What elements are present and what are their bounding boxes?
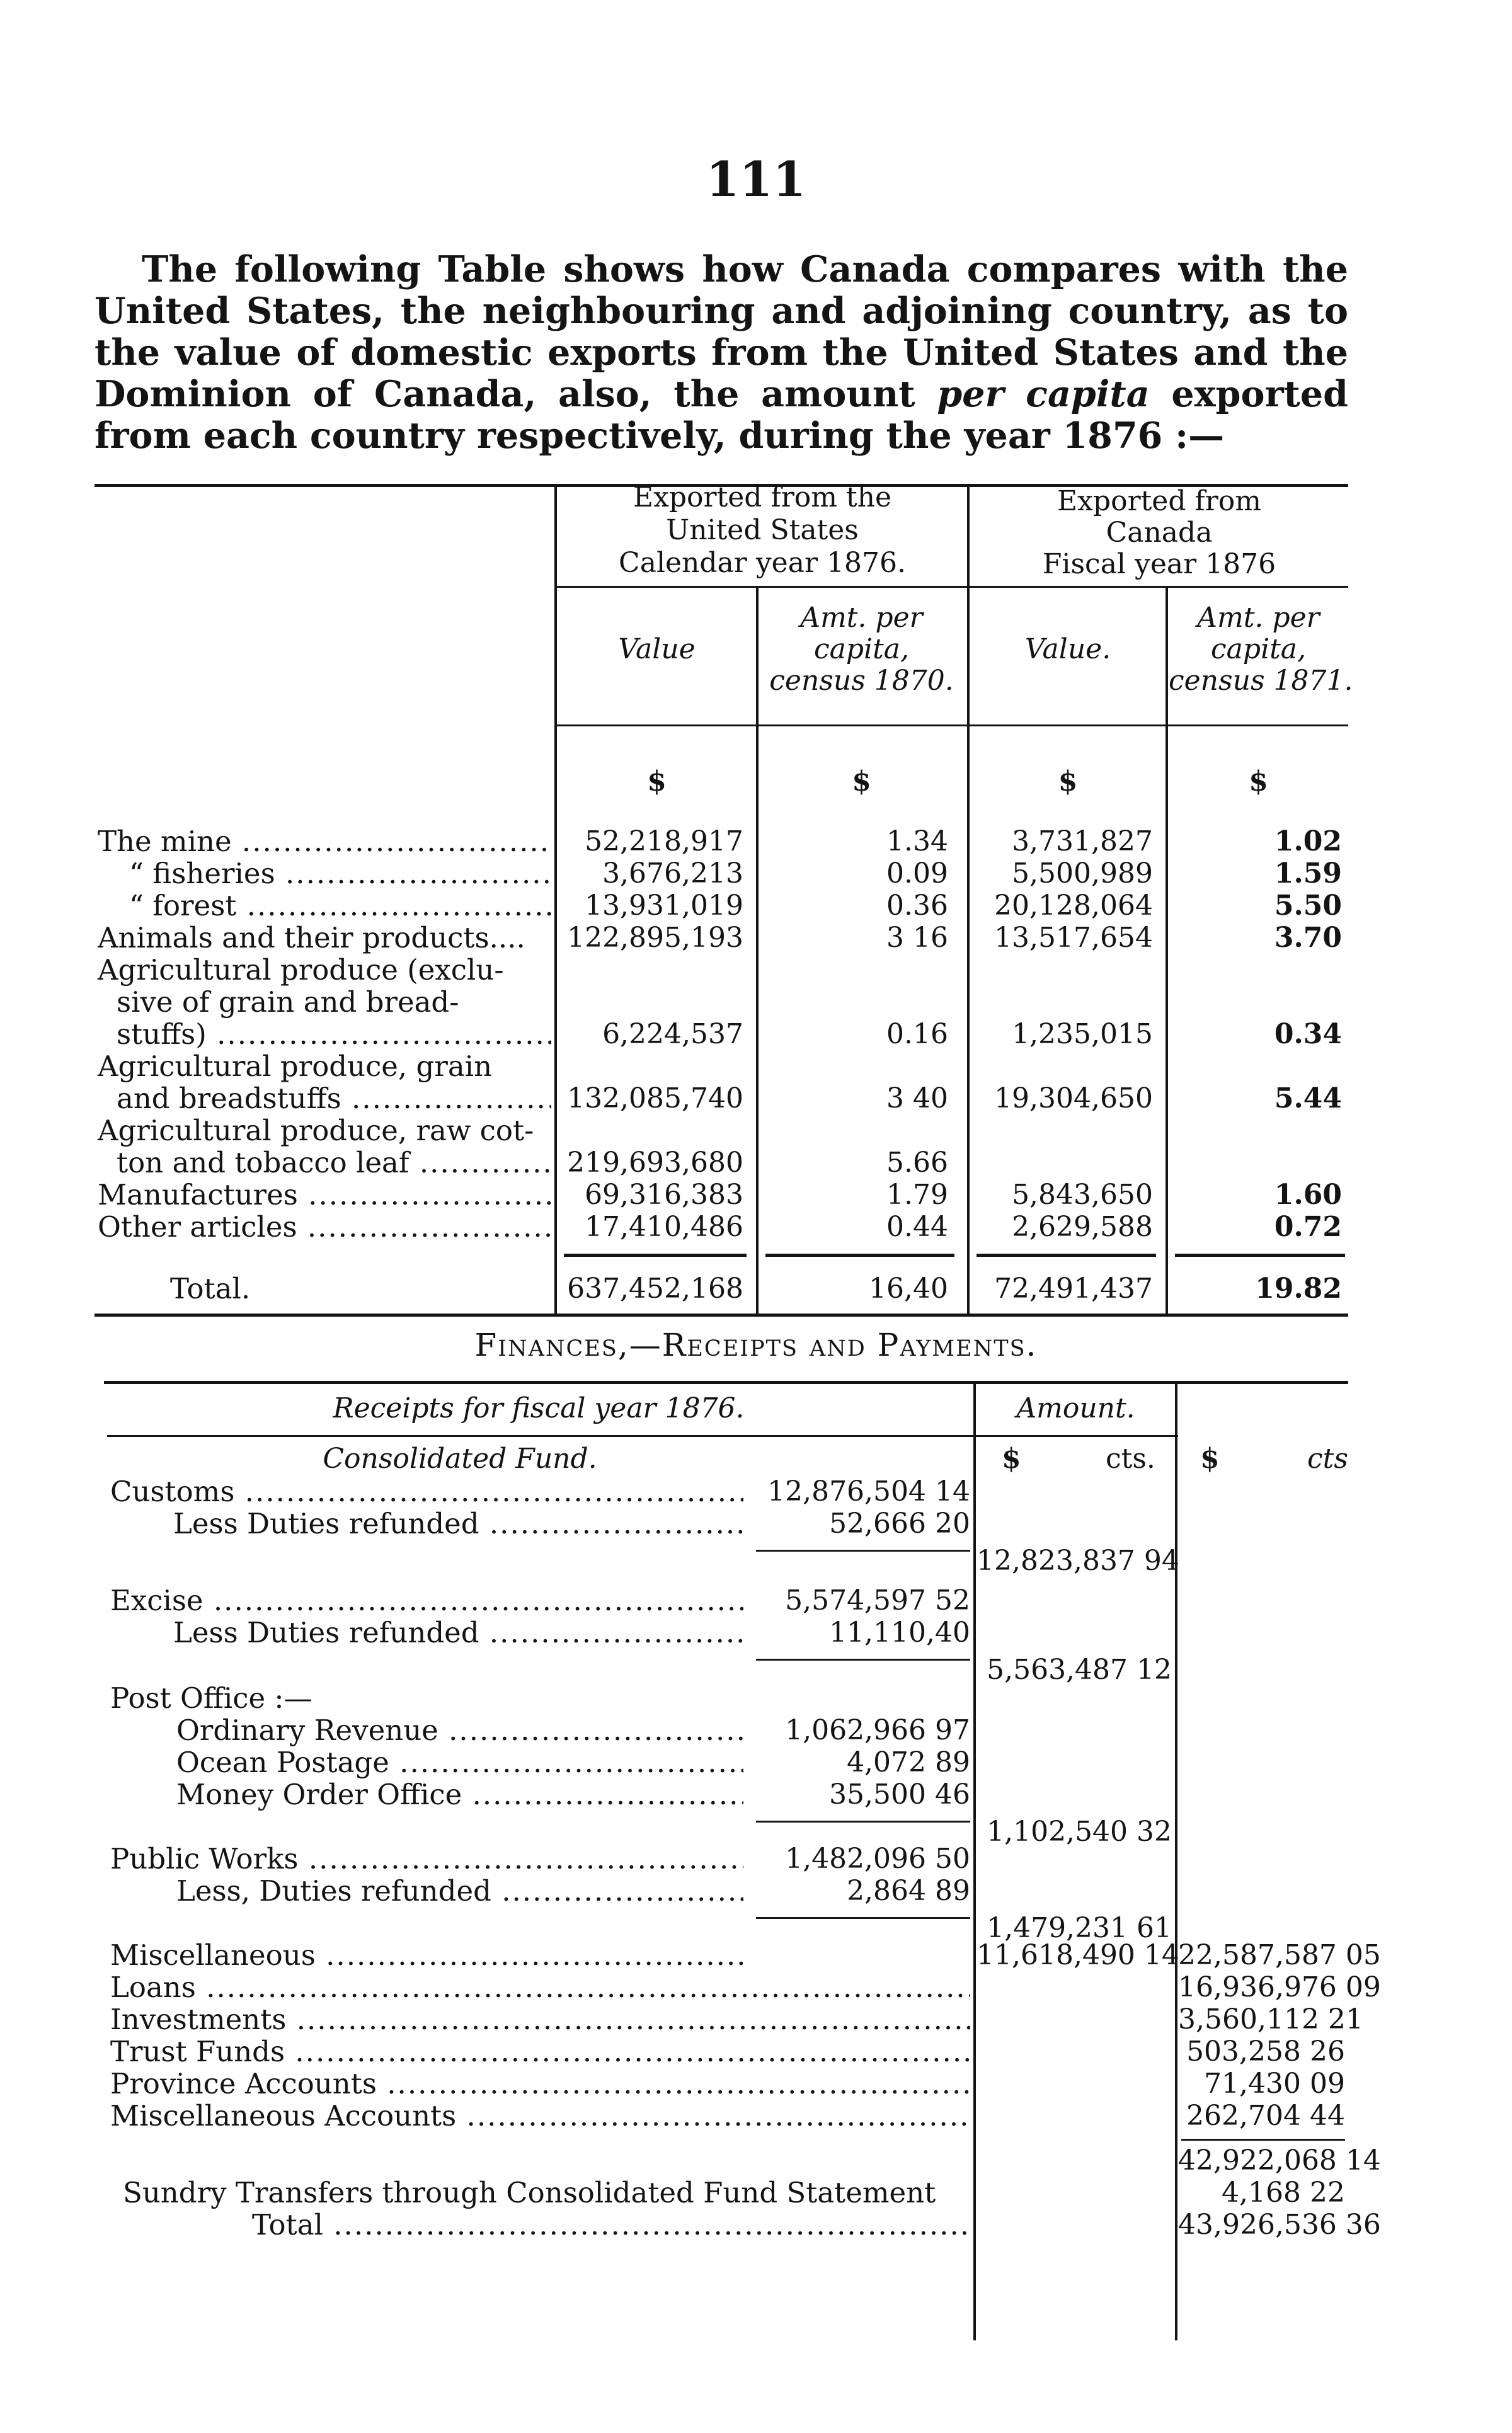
ca-value: 3,731,827 [1012,825,1153,857]
total-rule [765,1254,954,1257]
ca-value: 5,843,650 [1012,1179,1153,1211]
us-per-capita: 1.34 [886,825,948,857]
us-percap-header: Amt. per [800,602,923,634]
us-value: 52,218,917 [585,825,743,857]
fin-sub-amount: 11,110,40 [747,1617,970,1649]
fin-total: 262,704 44 [1186,2100,1345,2132]
fin-total: 22,587,587 05 [1178,1939,1381,1971]
row-label: Agricultural produce, raw cot- [98,1114,534,1147]
page-number: 111 [706,151,806,207]
us-per-capita: 1.79 [886,1179,948,1211]
ca-header-line: Fiscal year 1876 [1042,548,1276,580]
fin-total: 43,926,536 36 [1178,2209,1381,2241]
fin-amount: 1,102,540 32 [987,1816,1172,1848]
amount-dollar: $ [1002,1443,1021,1475]
fin-label: Public Works ..... [110,1843,743,1875]
col-divider [973,1383,976,2340]
fin-label: Post Office :— [110,1681,312,1715]
row-label: stuffs) ..... [117,1018,551,1050]
us-per-capita: 0.36 [886,890,948,922]
fin-sub-amount: 1,482,096 50 [747,1843,970,1875]
total-cts: cts [1307,1443,1348,1475]
us-value: 69,316,383 [585,1179,743,1211]
fin-label: Customs ..... [110,1475,743,1508]
us-value: 6,224,537 [602,1018,743,1050]
amount-cts: cts. [1106,1443,1155,1475]
fin-label: Loans ..... [110,1971,970,2003]
fin-label: Sundry Transfers through Consolidated Fund Statement [123,2176,936,2209]
us-value: 3,676,213 [602,857,743,890]
intro-paragraph [94,249,1348,457]
sum-rule [1181,2139,1345,2141]
total-us-per-capita: 16,40 [869,1273,948,1305]
fin-label: Miscellaneous ..... [110,1939,743,1971]
total-us-value: 637,452,168 [567,1273,743,1305]
intro-text-1: The following Table shows how Canada compares with the United States, the neighbouring and adjoining country, as to the value of domestic exports from the United States and the Dominion of Canada, also, the amount [94,248,1348,415]
ca-percap-header: capita, [1210,633,1306,665]
fin-sub-amount: 2,864 89 [747,1875,970,1907]
intro-text-2: exported from each country respectively, during the year 1876 :— [94,373,1349,457]
ca-per-capita: 5.44 [1274,1082,1342,1114]
total-rule [976,1254,1156,1257]
ca-percap-header: Amt. per [1197,602,1320,634]
fin-label: Less, Duties refunded ..... [176,1875,743,1907]
currency-symbol: $ [1058,765,1078,798]
fin-label: Total ..... [252,2209,970,2241]
fin-total: 16,936,976 09 [1178,1971,1381,2003]
row-label: Animals and their products.... [98,922,525,954]
row-label: Other articles ..... [98,1211,551,1243]
ca-value: 13,517,654 [994,922,1153,954]
fin-label: Ocean Postage ..... [176,1746,743,1778]
us-per-capita: 3 16 [886,922,948,954]
fin-label: Excise ..... [110,1584,743,1617]
col-divider [554,485,557,1314]
fin-sub-amount: 4,072 89 [747,1746,970,1778]
ca-per-capita: 0.72 [1274,1211,1342,1243]
fin-label: Less Duties refunded ..... [173,1617,743,1649]
fund-header: Consolidated Fund. [323,1443,597,1475]
us-per-capita: 0.44 [886,1211,948,1243]
us-percap-header: census 1870. [769,665,954,697]
finances-top-rule [104,1381,1348,1384]
fin-amount: 1,479,231 61 [987,1912,1172,1944]
header-rule [554,586,1348,588]
row-label: Agricultural produce, grain [98,1050,493,1083]
fin-amount: 11,618,490 14 [976,1939,1179,1971]
sub-rule [756,1917,970,1919]
total-rule [1175,1254,1345,1257]
fin-total: 503,258 26 [1186,2035,1345,2068]
us-value: 17,410,486 [585,1211,743,1243]
ca-per-capita: 5.50 [1274,890,1342,922]
ca-value-header: Value. [1024,633,1111,665]
row-label: Manufactures ..... [98,1179,551,1211]
table-bottom-rule [94,1314,1348,1317]
fin-label: Less Duties refunded ..... [173,1508,743,1540]
fin-sub-amount: 1,062,966 97 [747,1714,970,1746]
row-label: The mine ..... [98,825,551,857]
ca-per-capita: 0.34 [1274,1018,1342,1050]
fin-total: 3,560,112 21 [1178,2003,1363,2035]
header-rule [554,724,1348,726]
row-label: and breadstuffs ..... [117,1082,551,1114]
us-per-capita: 0.16 [886,1018,948,1050]
col-divider [756,586,759,1314]
col-divider [1166,586,1168,1314]
ca-value: 5,500,989 [1012,857,1153,890]
sub-rule [756,1550,970,1552]
row-label: Agricultural produce (exclu- [98,953,504,987]
ca-per-capita: 1.59 [1274,857,1342,890]
fin-total: 4,168 22 [1222,2177,1345,2209]
us-per-capita: 3 40 [886,1082,948,1114]
finances-heading: Finances,—Receipts and Payments. [474,1327,1038,1363]
us-per-capita: 5.66 [886,1147,948,1179]
ca-per-capita: 1.60 [1274,1179,1342,1211]
row-label: “ forest ..... [129,890,551,922]
total-ca-per-capita: 19.82 [1255,1273,1342,1305]
row-label: “ fisheries ..... [129,857,551,890]
header-rule [107,1435,1178,1437]
us-header-line: United States [666,514,859,546]
ca-per-capita: 1.02 [1274,825,1342,857]
sub-rule [756,1821,970,1823]
us-value: 13,931,019 [585,890,743,922]
ca-value: 1,235,015 [1012,1018,1153,1050]
fin-label: Investments ..... [110,2003,970,2035]
us-value: 219,693,680 [567,1147,743,1179]
fin-sub-amount: 52,666 20 [747,1508,970,1540]
fin-amount: 5,563,487 12 [987,1654,1172,1686]
fin-total: 42,922,068 14 [1178,2144,1381,2177]
us-value: 132,085,740 [567,1082,743,1114]
ca-per-capita: 3.70 [1274,922,1342,954]
us-value: 122,895,193 [567,922,743,954]
currency-symbol: $ [1249,765,1268,798]
fin-label: Trust Funds ..... [110,2035,970,2068]
fin-label: Miscellaneous Accounts ..... [110,2100,970,2132]
row-label: ton and tobacco leaf ..... [117,1147,551,1179]
total-dollar: $ [1200,1443,1220,1475]
ca-header-line: Exported from [1057,485,1262,517]
fin-sub-amount: 5,574,597 52 [747,1584,970,1617]
ca-value: 20,128,064 [994,890,1153,922]
total-label: Total. [170,1272,251,1305]
amount-header: Amount. [1016,1392,1135,1424]
ca-value: 2,629,588 [1012,1211,1153,1243]
receipts-header: Receipts for fiscal year 1876. [333,1392,745,1424]
intro-italic: per capita [937,373,1150,415]
fin-total: 71,430 09 [1204,2068,1345,2100]
ca-percap-header: census 1871. [1169,665,1353,697]
currency-symbol: $ [852,765,871,798]
us-per-capita: 0.09 [886,857,948,890]
total-ca-value: 72,491,437 [994,1273,1153,1305]
col-divider [967,485,970,1314]
ca-value: 19,304,650 [994,1082,1153,1114]
fin-label: Province Accounts ..... [110,2068,970,2100]
fin-amount: 12,823,837 94 [976,1545,1179,1577]
currency-symbol: $ [647,765,667,798]
col-divider [1175,1383,1177,2340]
fin-sub-amount: 35,500 46 [747,1778,970,1811]
fin-label: Money Order Office ..... [176,1778,743,1811]
us-value-header: Value [618,633,696,665]
us-header-line: Exported from the [633,481,892,513]
ca-header-line: Canada [1106,517,1213,549]
fin-sub-amount: 12,876,504 14 [747,1475,970,1508]
total-rule [564,1254,747,1257]
us-percap-header: capita, [813,633,909,665]
us-header-line: Calendar year 1876. [619,547,906,579]
sub-rule [756,1659,970,1661]
row-label: sive of grain and bread- [117,985,459,1019]
fin-label: Ordinary Revenue ..... [176,1714,743,1746]
